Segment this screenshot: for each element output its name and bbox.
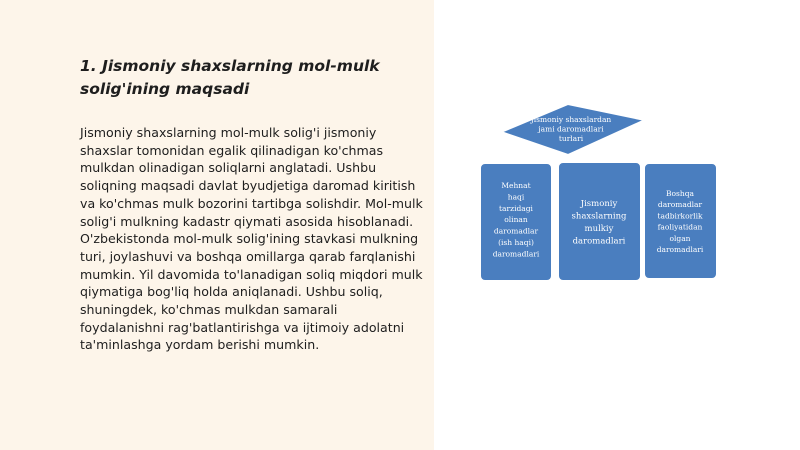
node-right-box (644, 163, 717, 279)
label-line: Jismoniy (580, 199, 618, 209)
slide-body-text: Jismoniy shaxslarning mol-mulk solig'i jismoniy shaxslar tomonidan egalik qilinadigan ko'chmas mulkdan olinadigan soliqlarni anglatadi. Ushbu soliqning maqsadi davlat byudjetiga daromad kiritish va ko'chmas mulk bozorini tartibga solishdir. Mol-mulk solig'i mulkning kadastr qiymati asosida hisoblanadi. O'zbekistonda mol-mulk solig'ining stavkasi mulkning turi, joylashuvi va boshqa omillarga qarab farqlanishi mumkin. Yil davomida to'lanadigan soliq miqdori mulk qiymatiga bog'liq holda aniqlanadi. Ushbu soliq, shuningdek, ko'chmas mulkdan samarali foydalanishni rag'batlantirishga va ijtimoiy adolatni ta'minlashga yordam berishi mumkin. (80, 125, 423, 353)
label-line: mulkiy (584, 224, 614, 234)
label-line: turlari (558, 134, 584, 143)
label-line: Boshqa (666, 189, 694, 198)
label-line: (ish haqi) (498, 238, 534, 247)
node-middle-box (558, 162, 641, 281)
label-line: shaxslarning (571, 211, 627, 222)
label-line: olinan (504, 215, 528, 225)
label-line: haqi (507, 192, 525, 202)
label-line: daromadlar (657, 200, 703, 210)
label-line: tarzidagi (499, 203, 533, 213)
label-line: olgan (669, 233, 691, 243)
label-line: daromadlari (492, 249, 540, 259)
label-line: daromadlar (493, 226, 539, 236)
label-line: daromadlari (656, 245, 704, 254)
slide-title: 1. Jismoniy shaxslarning mol-mulk solig'ining maqsadi (80, 57, 380, 98)
label-line: Mehnat (501, 181, 531, 190)
label-line: tadbirkorlik (657, 211, 703, 221)
label-line: Jismoniy shaxslardan (530, 115, 612, 124)
label-line: jami daromadlari (538, 124, 604, 134)
label-line: faoliyatidan (657, 222, 703, 232)
label-line: daromadlari (572, 236, 626, 247)
